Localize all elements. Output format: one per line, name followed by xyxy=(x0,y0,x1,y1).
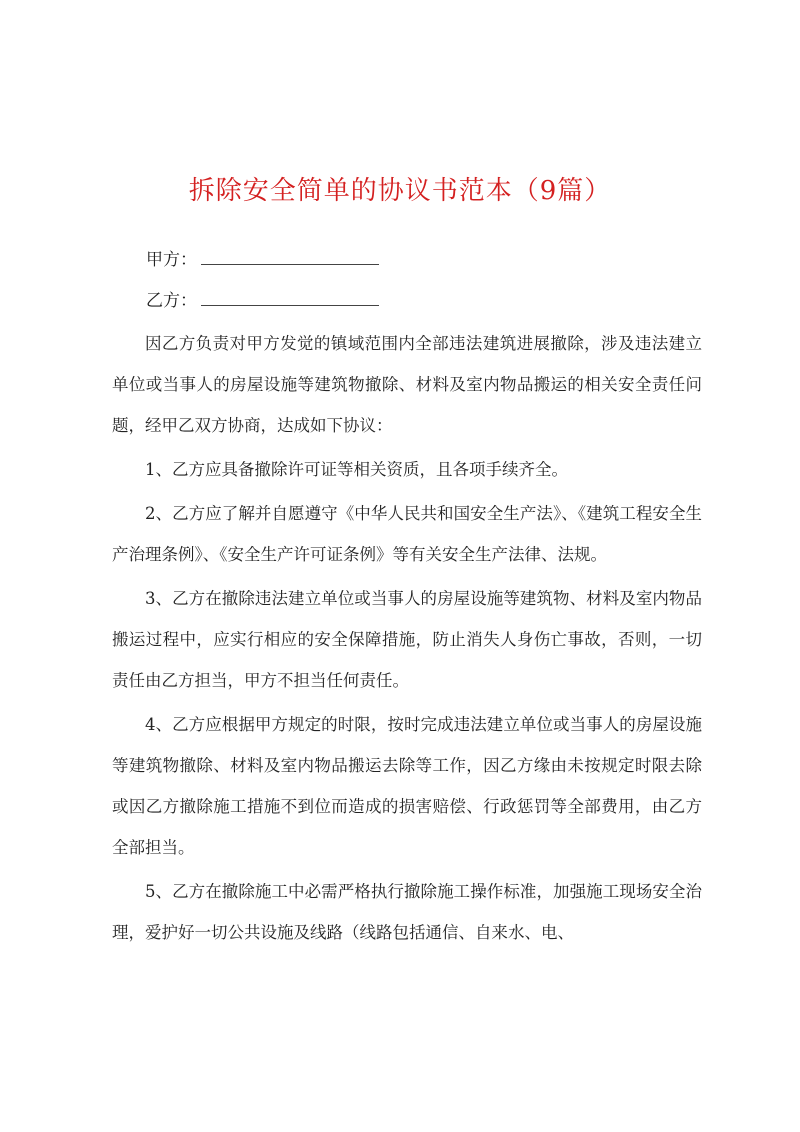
paragraph-intro: 因乙方负责对甲方发觉的镇域范围内全部违法建筑进展撤除，涉及违法建立单位或当事人的房屋设施等建筑物撤除、材料及室内物品搬运的相关安全责任问题，经甲乙双方协商，达成如下协议： xyxy=(112,334,702,435)
paragraph-clause-5: 5、乙方在撤除施工中必需严格执行撤除施工操作标准，加强施工现场安全治理，爱护好一切公共设施及线路（线路包括通信、自来水、电、 xyxy=(112,882,702,942)
paragraph-clause-2: 2、乙方应了解并自愿遵守《中华人民共和国安全生产法》、《建筑工程安全生产治理条例》、《安全生产许可证条例》等有关安全生产法律、法规。 xyxy=(112,504,702,564)
paragraph-clause-4: 4、乙方应根据甲方规定的时限，按时完成违法建立单位或当事人的房屋设施等建筑物撤除、材料及室内物品搬运去除等工作，因乙方缘由未按规定时限去除或因乙方撤除施工措施不到位而造成的损害赔偿、行政惩罚等全部费用，由乙方全部担当。 xyxy=(112,715,702,857)
party-b-field xyxy=(146,291,379,311)
party-b-blank-line xyxy=(201,291,379,306)
party-a-label: 甲方： xyxy=(146,250,197,270)
document-title: 拆除安全简单的协议书范本（9篇） xyxy=(188,176,612,206)
party-a-blank-line xyxy=(201,250,379,265)
party-a-field xyxy=(146,250,379,270)
paragraph-clause-1: 1、乙方应具备撤除许可证等相关资质，且各项手续齐全。 xyxy=(145,460,568,479)
party-b-label: 乙方： xyxy=(146,291,197,311)
document-body xyxy=(112,323,702,956)
paragraph-clause-3: 3、乙方在撤除违法建立单位或当事人的房屋设施等建筑物、材料及室内物品搬运过程中，应实行相应的安全保障措施，防止消失人身伤亡事故，否则，一切责任由乙方担当，甲方不担当任何责任。 xyxy=(112,589,702,690)
